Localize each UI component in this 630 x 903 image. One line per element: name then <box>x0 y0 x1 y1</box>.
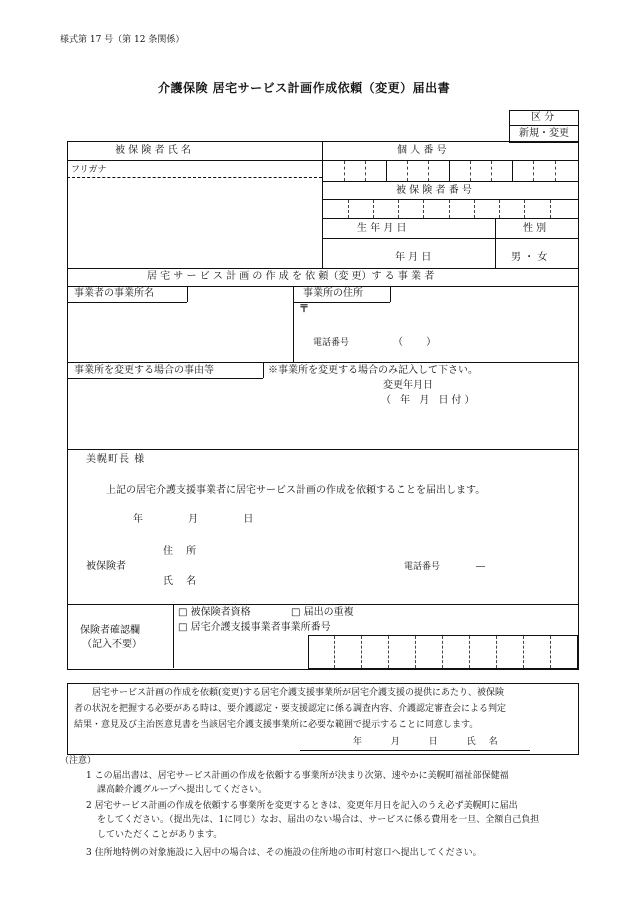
notes-heading: （注意） <box>60 756 97 766</box>
insurer-check-label: 保険者確認欄 <box>80 625 140 636</box>
postal-mark: 〒 <box>299 304 309 315</box>
furigana-label: フリガナ <box>71 165 107 175</box>
consent-line-1: 居宅サービス計画の作成を依頼(変更)する居宅介護支援事業所が居宅介護支援の提供にあたり、被保険 <box>92 688 505 698</box>
note-2-line-1: 2 居宅サービス計画の作成を依頼する事業所を変更するときは、変更年月日を記入のうえ必ず美幌町に届出 <box>86 801 518 811</box>
form-title: 介護保険 居宅サービス計画作成依頼（変更）届出書 <box>158 81 451 95</box>
check-duplicate-filing[interactable]: □ 届出の重複 <box>291 607 354 618</box>
note-1-line-1: 1 この届出書は、居宅サービス計画の作成を依頼する事業所が決まり次第、速やかに美幌町福祉部保健福 <box>86 771 509 781</box>
insurer-check-sublabel: （記入不要） <box>82 639 142 650</box>
category-value[interactable]: 新規・変更 <box>519 128 569 139</box>
note-2-line-2: をしてください。（提出先は、1に同じ）なお、届出のない場合は、サービスに係る費用を一旦、全額自己負担 <box>97 815 540 825</box>
declarant-address-label: 住 所 <box>163 546 202 557</box>
note-2-line-3: していただくことがあります。 <box>97 830 223 840</box>
declarant-phone-field[interactable]: ― <box>476 562 485 572</box>
note-1-line-2: 課高齢介護グループへ提出してください。 <box>97 785 268 795</box>
office-phone-label: 電話番号 <box>313 338 350 348</box>
form-number: 様式第 17 号（第 12 条関係） <box>60 35 185 45</box>
declarant-label: 被保険者 <box>86 561 126 572</box>
personal-number-header: 個 人 番 号 <box>397 145 447 156</box>
sex-value[interactable]: 男 ・ 女 <box>511 252 548 263</box>
check-provider-number[interactable]: □ 居宅介護支援事業者事業所番号 <box>178 622 331 633</box>
note-3: 3 住所地特例の対象施設に入居中の場合は、その施設の住所地の市町村窓口へ提出してください。 <box>86 848 482 858</box>
change-note: ※事業所を変更する場合のみ記入して下さい。 <box>268 365 478 376</box>
office-address-label: 事業所の住所 <box>303 288 363 299</box>
office-phone-field[interactable]: （ ） <box>393 337 447 348</box>
change-reason-field[interactable] <box>68 379 368 448</box>
sex-header: 性 別 <box>523 223 547 234</box>
personal-number-field[interactable] <box>323 161 577 181</box>
declarant-name-label: 氏 名 <box>163 576 202 587</box>
provider-section-title: 居 宅 サ ー ビ ス 計 画 の 作 成 を 依 頼（変 更）す る 事 業 者 <box>147 271 435 282</box>
consent-signature[interactable]: 年 月 日 氏名 <box>353 737 511 747</box>
provider-number-field[interactable] <box>308 635 578 669</box>
change-reason-label: 事業所を変更する場合の事由等 <box>74 365 214 376</box>
change-date-value[interactable]: （ 年 月 日付） <box>381 395 478 406</box>
declarant-address-field[interactable] <box>205 544 565 558</box>
check-insured-qualification[interactable]: □ 被保険者資格 <box>178 607 251 618</box>
insured-number-field[interactable] <box>323 200 577 218</box>
declarant-phone-label: 電話番号 <box>404 562 441 572</box>
change-date-label: 変更年月日 <box>383 380 433 391</box>
office-address-field[interactable] <box>310 303 576 331</box>
birth-date-value[interactable]: 年 月 日 <box>395 252 432 263</box>
addressee: 美幌町長 様 <box>86 454 146 465</box>
declaration-date[interactable]: 年 月 日 <box>133 514 275 525</box>
birth-date-header: 生 年 月 日 <box>357 223 407 234</box>
category-label: 区 分 <box>531 112 555 123</box>
office-name-field[interactable] <box>68 303 292 361</box>
insured-number-header: 被 保 険 者 番 号 <box>396 185 472 196</box>
declarant-name-field[interactable] <box>205 574 395 588</box>
insured-name-header: 被 保 険 者 氏 名 <box>115 145 191 156</box>
declaration-statement: 上記の居宅介護支援事業者に居宅サービス計画の作成を依頼することを届出します。 <box>106 485 486 496</box>
insured-name-field[interactable] <box>68 178 322 268</box>
furigana-field[interactable] <box>68 161 322 177</box>
consent-line-2: 者の状況を把握する必要がある時は、要介護認定・要支援認定に係る調査内容、介護認定審査会による判定 <box>74 704 507 714</box>
office-name-label: 事業者の事業所名 <box>74 288 154 299</box>
consent-line-3: 結果・意見及び主治医意見書を当該居宅介護支援事業所に必要な範囲で提示することに同意します。 <box>74 720 479 730</box>
